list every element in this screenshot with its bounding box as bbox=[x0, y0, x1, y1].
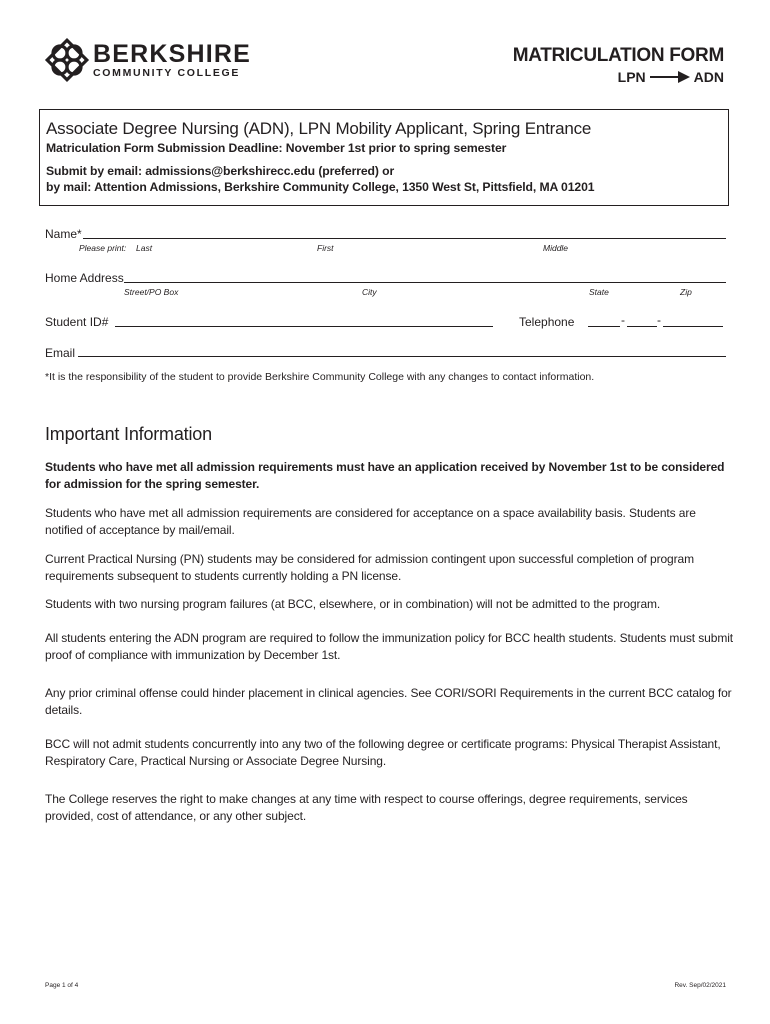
name-input[interactable] bbox=[83, 238, 726, 239]
address-label: Home Address bbox=[45, 271, 124, 285]
email-row bbox=[45, 346, 75, 360]
telephone-label: Telephone bbox=[519, 315, 575, 329]
address-street-label: Street/PO Box bbox=[124, 287, 179, 297]
student-id-input[interactable] bbox=[115, 326, 493, 327]
name-middle-label: Middle bbox=[543, 243, 569, 253]
telephone-dash: - bbox=[657, 313, 661, 327]
address-zip-label: Zip bbox=[680, 287, 692, 297]
info-paragraph: Students with two nursing program failures (at BCC, elsewhere, or in combination) will not be admitted to the program. bbox=[45, 597, 661, 611]
submit-by-email: Submit by email: admissions@berkshirecc.edu (preferred) or bbox=[46, 164, 395, 178]
name-first-label: First bbox=[317, 243, 334, 253]
program-info-box bbox=[39, 109, 729, 206]
page-header bbox=[0, 0, 770, 100]
page-number: Page 1 of 4 bbox=[45, 982, 79, 989]
address-input[interactable] bbox=[124, 282, 726, 283]
address-field-row bbox=[45, 271, 124, 285]
form-sub-from: LPN bbox=[617, 69, 646, 85]
email-label: Email bbox=[45, 346, 76, 360]
contact-info-note: *It is the responsibility of the student to provide Berkshire Community College with any changes to contact information. bbox=[45, 371, 595, 383]
name-please-print: Please print: bbox=[79, 243, 127, 253]
email-input[interactable] bbox=[78, 356, 726, 357]
name-label: Name* bbox=[45, 227, 82, 241]
telephone-area-input[interactable] bbox=[588, 326, 620, 327]
name-field-row bbox=[45, 227, 82, 241]
logo-name: BERKSHIRE bbox=[93, 39, 252, 68]
arrow-right-icon bbox=[650, 71, 690, 83]
submission-deadline: Matriculation Form Submission Deadline: November 1st prior to spring semester bbox=[46, 141, 507, 155]
info-paragraph: Students who have met all admission requirements are considered for acceptance on a space availability basis. Students are notified of acceptance by mail/email. bbox=[45, 506, 696, 537]
info-paragraph: All students entering the ADN program are required to follow the immunization policy for BCC health students. Students must submit proof of compliance with immunization by December 1st. bbox=[45, 631, 734, 662]
address-state-label: State bbox=[589, 287, 609, 297]
logo-subtitle: COMMUNITY COLLEGE bbox=[93, 66, 241, 79]
info-paragraph: BCC will not admit students concurrently into any two of the following degree or certificate programs: Physical Therapist Assistant, Respiratory Care, Practical Nursing or Associate Degree Nursing. bbox=[45, 737, 721, 768]
college-logo bbox=[44, 37, 251, 83]
address-city-label: City bbox=[362, 287, 377, 297]
form-title: MATRICULATION FORM bbox=[512, 45, 724, 66]
info-paragraph: The College reserves the right to make changes at any time with respect to course offerings, degree requirements, services provided, cost of attendance, or any other subject. bbox=[45, 792, 688, 823]
telephone-dash: - bbox=[621, 313, 625, 327]
revision-date: Rev. Sep/02/2021 bbox=[674, 982, 726, 989]
student-id-row bbox=[45, 315, 108, 329]
form-subtitle bbox=[618, 69, 724, 85]
submit-by-mail: by mail: Attention Admissions, Berkshire Community College, 1350 West St, Pittsfield, MA 01201 bbox=[46, 180, 595, 194]
student-id-label: Student ID# bbox=[45, 315, 109, 329]
telephone-line-input[interactable] bbox=[663, 326, 723, 327]
celtic-knot-icon bbox=[44, 37, 90, 83]
name-last-label: Last bbox=[136, 243, 153, 253]
important-info-heading: Important Information bbox=[45, 424, 212, 444]
info-paragraph: Students who have met all admission requirements must have an application received by November 1st to be considered for admission for the spring semester. bbox=[45, 460, 725, 491]
program-title: Associate Degree Nursing (ADN), LPN Mobility Applicant, Spring Entrance bbox=[46, 119, 592, 138]
form-sub-to: ADN bbox=[693, 69, 724, 85]
info-paragraph: Current Practical Nursing (PN) students may be considered for admission contingent upon successful completion of program requirements subsequent to students currently holding a PN license. bbox=[45, 552, 694, 583]
info-paragraph: Any prior criminal offense could hinder placement in clinical agencies. See CORI/SORI Requirements in the current BCC catalog for details. bbox=[45, 686, 732, 717]
telephone-prefix-input[interactable] bbox=[627, 326, 657, 327]
